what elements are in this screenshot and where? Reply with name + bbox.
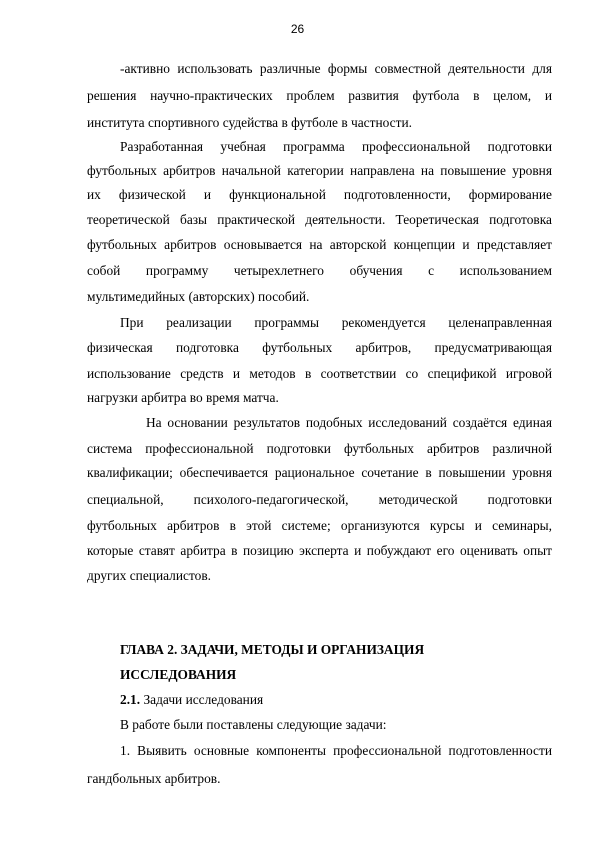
- chapter-title-line-2: ИССЛЕДОВАНИЯ: [120, 667, 237, 682]
- task-1-line-2: гандбольных арбитров.: [87, 771, 221, 786]
- section-title: Задачи исследования: [143, 692, 264, 707]
- task-1-line-1: 1. Выявить основные компоненты профессиональной подготовленности: [120, 743, 552, 758]
- paragraph-2-line-4: теоретической базы практической деятельности. Теоретическая подготовка: [87, 212, 552, 227]
- paragraph-2-line-7: мультимедийных (авторских) пособий.: [87, 289, 310, 304]
- page-number: 26: [290, 22, 305, 36]
- paragraph-4-line-2: система профессиональной подготовки футбольных арбитров различной: [87, 441, 552, 456]
- paragraph-3-line-3: использование средств и методов в соответствии со спецификой игровой: [87, 366, 552, 381]
- paragraph-4-line-6: которые ставят арбитра в позицию эксперта и побуждают его оценивать опыт: [87, 543, 552, 558]
- paragraph-3-line-1: При реализации программы рекомендуется целенаправленная: [120, 315, 552, 330]
- paragraph-1-line-3: института спортивного судейства в футболе в частности.: [87, 115, 412, 130]
- paragraph-3-line-2: физическая подготовка футбольных арбитров, предусматривающая: [87, 340, 552, 355]
- paragraph-4-line-1: На основании результатов подобных исследований создаётся единая: [146, 415, 552, 430]
- chapter-title-line-1: ГЛАВА 2. ЗАДАЧИ, МЕТОДЫ И ОРГАНИЗАЦИЯ: [120, 642, 425, 657]
- paragraph-2-line-5: футбольных арбитров основывается на авторской концепции и представляет: [87, 237, 552, 252]
- paragraph-3-line-4: нагрузки арбитра во время матча.: [87, 390, 279, 405]
- paragraph-1-line-2: решения научно-практических проблем развития футбола в целом, и: [87, 88, 552, 103]
- paragraph-4-line-7: других специалистов.: [87, 568, 212, 583]
- paragraph-2-line-3: их физической и функциональной подготовленности, формирование: [87, 187, 552, 202]
- paragraph-2-line-2: футбольных арбитров начальной категории направлена на повышение уровня: [87, 163, 552, 178]
- paragraph-2-line-1: Разработанная учебная программа профессиональной подготовки: [120, 139, 552, 154]
- paragraph-1-line-1: -активно использовать различные формы совместной деятельности для: [120, 61, 552, 76]
- paragraph-4-line-4: специальной, психолого-педагогической, методической подготовки: [87, 492, 552, 507]
- tasks-intro: В работе были поставлены следующие задачи:: [120, 717, 387, 732]
- paragraph-4-line-3: квалификации; обеспечивается рациональное сочетание в повышении уровня: [87, 465, 552, 480]
- paragraph-2-line-6: собой программу четырехлетнего обучения с использованием: [87, 263, 552, 278]
- section-heading: [120, 692, 263, 708]
- section-number: 2.1.: [120, 692, 141, 707]
- paragraph-4-line-5: футбольных арбитров в этой системе; организуются курсы и семинары,: [87, 518, 552, 533]
